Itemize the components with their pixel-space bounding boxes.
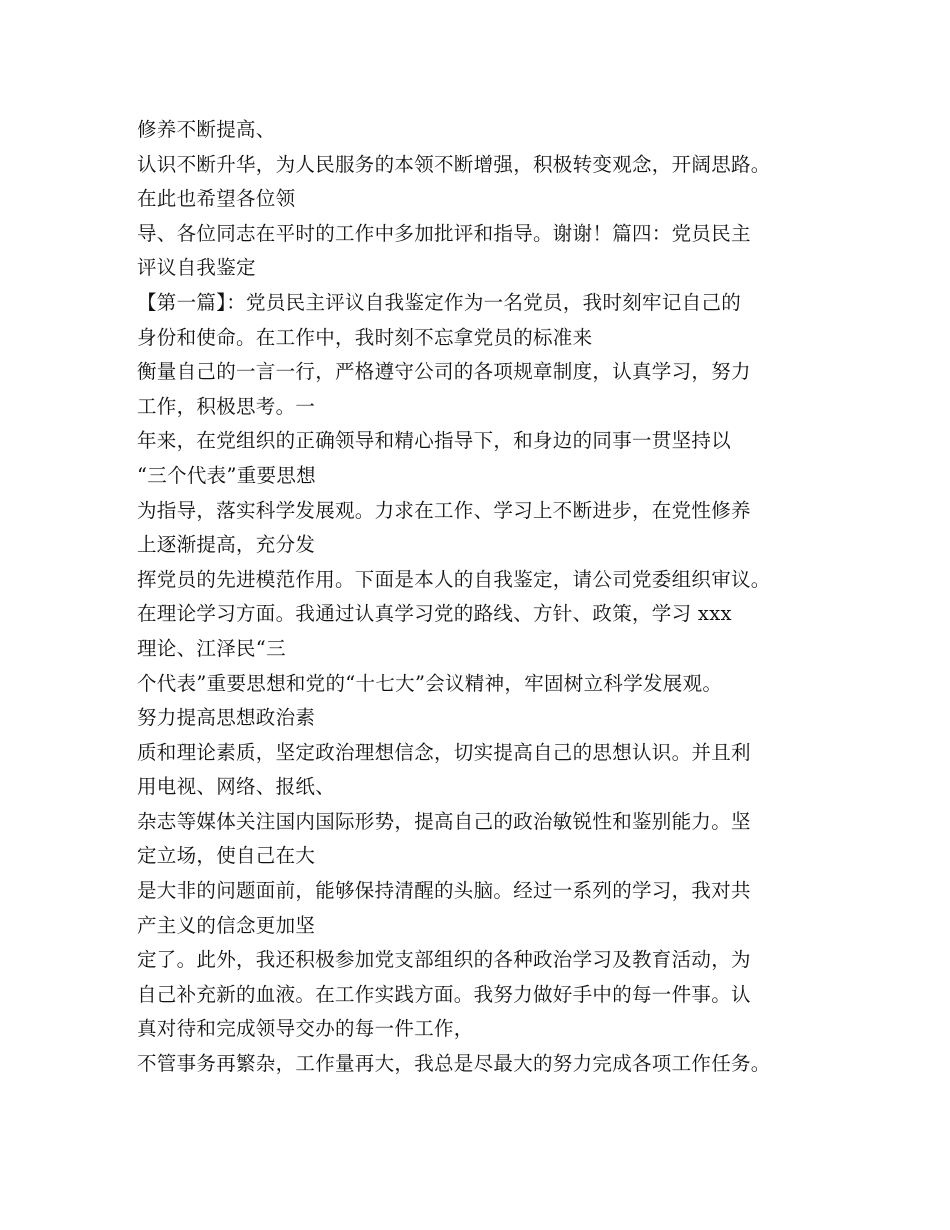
text-line: 不管事务再繁杂，工作量再大，我总是尽最大的努力完成各项工作任务。: [137, 1052, 771, 1076]
text-line: 挥党员的先进模范作用。下面是本人的自我鉴定，请公司党委组织审议。: [137, 567, 771, 591]
text-line: 为指导，落实科学发展观。力求在工作、学习上不断进步，在党性修养: [137, 498, 751, 522]
text-line: 导、各位同志在平时的工作中多加批评和指导。谢谢！篇四：党员民主: [137, 221, 751, 245]
text-line: 上逐渐提高，充分发: [137, 533, 316, 557]
text-line: 身份和使命。在工作中，我时刻不忘拿党员的标准来: [137, 325, 593, 349]
text-line: 定立场，使自己在大: [137, 844, 316, 868]
text-line: 工作，积极思考。一: [137, 394, 316, 418]
text-line: 在理论学习方面。我通过认真学习党的路线、方针、政策，学习 xxx: [137, 602, 732, 626]
text-line: 质和理论素质，坚定政治理想信念，切实提高自己的思想认识。并且利: [137, 740, 751, 764]
text-line: 衡量自己的一言一行，严格遵守公司的各项规章制度，认真学习，努力: [137, 360, 751, 384]
text-line: 理论、江泽民“三: [137, 636, 286, 660]
text-line: 修养不断提高、: [137, 118, 276, 141]
text-line: 自己补充新的血液。在工作实践方面。我努力做好手中的每一件事。认: [137, 982, 751, 1006]
text-line: 在此也希望各位领: [137, 187, 296, 211]
text-line: 评议自我鉴定: [137, 256, 256, 280]
text-line: 认识不断升华，为人民服务的本领不断增强，积极转变观念，开阔思路。: [137, 152, 771, 176]
text-line: 定了。此外，我还积极参加党支部组织的各种政治学习及教育活动，为: [137, 948, 751, 972]
text-line: 用电视、网络、报纸、: [137, 775, 336, 799]
body-text: [137, 113, 837, 1082]
text-line: 杂志等媒体关注国内国际形势，提高自己的政治敏锐性和鉴别能力。坚: [137, 809, 751, 833]
text-line: 努力提高思想政治素: [137, 706, 316, 730]
text-line: 真对待和完成领导交办的每一件工作，: [137, 1017, 474, 1041]
text-line: 个代表”重要思想和党的“十七大”会议精神，牢固树立科学发展观。: [137, 671, 723, 695]
text-line: 产主义的信念更加坚: [137, 913, 316, 937]
text-line: 年来，在党组织的正确领导和精心指导下，和身边的同事一贯坚持以: [137, 429, 732, 453]
text-line: 是大非的问题面前，能够保持清醒的头脑。经过一系列的学习，我对共: [137, 879, 751, 903]
text-line: “三个代表”重要思想: [137, 463, 316, 487]
text-line: 【第一篇】：党员民主评议自我鉴定作为一名党员，我时刻牢记自己的: [137, 290, 742, 314]
